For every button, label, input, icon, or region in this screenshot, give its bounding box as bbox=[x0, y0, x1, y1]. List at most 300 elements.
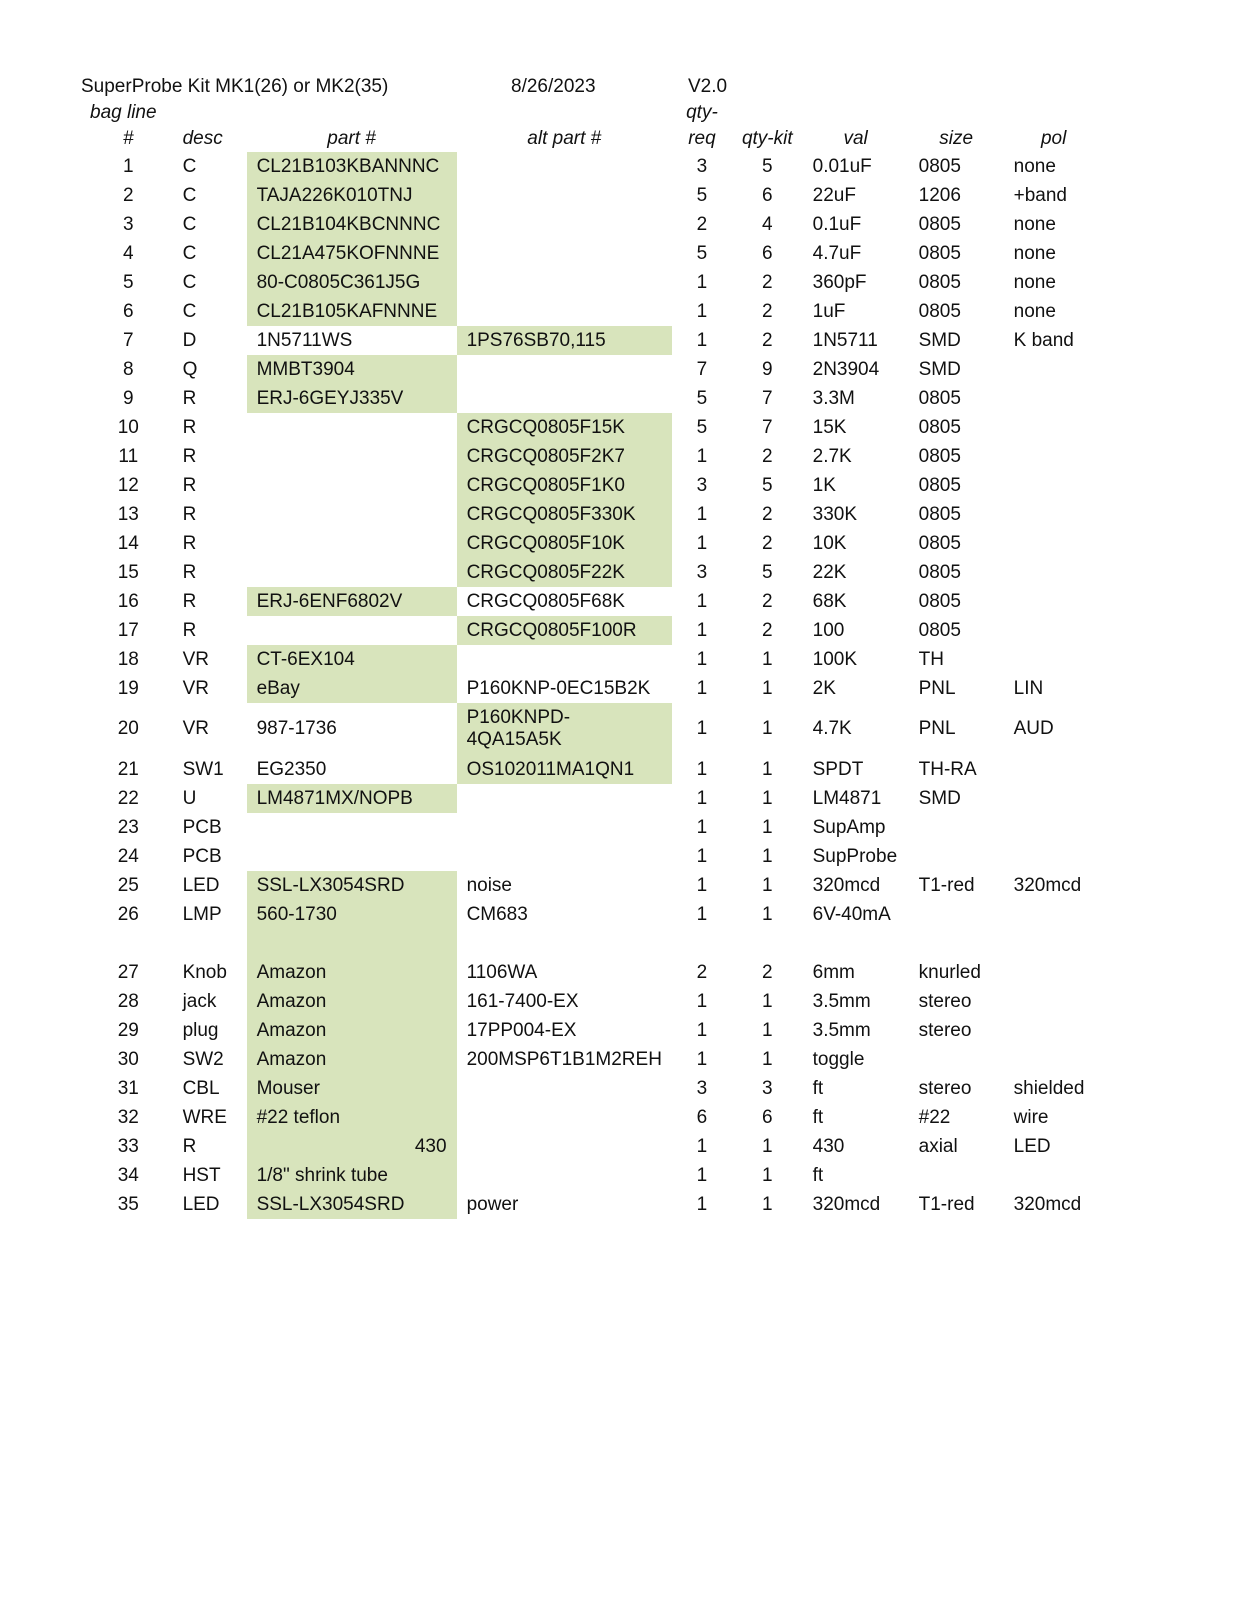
size-cell bbox=[909, 813, 1004, 842]
desc-cell: HST bbox=[182, 1164, 221, 1186]
polarity-cell bbox=[1004, 1045, 1104, 1074]
qty-req-cell: 2 bbox=[696, 213, 708, 235]
header-row-1 bbox=[90, 100, 1104, 126]
size-cell: 0805 bbox=[918, 590, 961, 612]
alt-part-number-cell: 161-7400-EX bbox=[466, 990, 579, 1012]
part-number-cell bbox=[247, 413, 457, 442]
desc-cell: SW1 bbox=[182, 758, 224, 780]
part-number-cell: Amazon bbox=[247, 1045, 457, 1074]
qty-kit-cell: 2 bbox=[761, 445, 773, 467]
qty-kit-cell: 1 bbox=[761, 677, 773, 699]
qty-kit-cell: 7 bbox=[761, 387, 773, 409]
qty-kit-cell: 2 bbox=[761, 532, 773, 554]
desc-cell: C bbox=[182, 155, 197, 177]
alt-part-number-cell bbox=[457, 1103, 672, 1132]
qty-req-cell: 5 bbox=[696, 387, 708, 409]
qty-kit-cell: 6 bbox=[761, 1106, 773, 1128]
line-number: 14 bbox=[117, 532, 139, 554]
size-cell: 0805 bbox=[918, 271, 961, 293]
part-number-cell bbox=[247, 616, 457, 645]
desc-cell: WRE bbox=[182, 1106, 227, 1128]
line-number: 2 bbox=[122, 184, 134, 206]
size-cell: 0805 bbox=[918, 474, 961, 496]
qty-kit-cell: 2 bbox=[761, 300, 773, 322]
alt-part-number-cell bbox=[457, 929, 672, 958]
alt-part-number-cell: CRGCQ0805F22K bbox=[457, 558, 672, 587]
line-number: 18 bbox=[117, 648, 139, 670]
qty-req-cell bbox=[672, 929, 732, 958]
table-row bbox=[90, 813, 1104, 842]
qty-req-cell: 1 bbox=[696, 619, 708, 641]
qty-req-cell: 1 bbox=[696, 990, 708, 1012]
size-cell bbox=[909, 842, 1004, 871]
qty-req-header: req bbox=[688, 128, 716, 149]
part-header: part # bbox=[327, 128, 376, 149]
alt-part-number-cell bbox=[457, 239, 672, 268]
qty-kit-cell: 1 bbox=[761, 874, 773, 896]
part-number-cell: Mouser bbox=[247, 1074, 457, 1103]
line-number: 7 bbox=[122, 329, 134, 351]
value-cell: 2.7K bbox=[812, 445, 852, 467]
table-row bbox=[90, 384, 1104, 413]
alt-part-number-cell: CRGCQ0805F10K bbox=[457, 529, 672, 558]
part-number-cell: CT-6EX104 bbox=[247, 645, 457, 674]
alt-part-number-cell: CRGCQ0805F15K bbox=[457, 413, 672, 442]
size-cell: 0805 bbox=[918, 387, 961, 409]
qty-req-cell: 1 bbox=[696, 271, 708, 293]
table-row bbox=[90, 268, 1104, 297]
polarity-cell bbox=[1004, 842, 1104, 871]
part-number-cell bbox=[247, 558, 457, 587]
polarity-cell bbox=[1004, 900, 1104, 929]
table-row bbox=[90, 755, 1104, 784]
part-number-cell: 987-1736 bbox=[256, 718, 337, 739]
part-number-cell: CL21B104KBCNNNC bbox=[247, 210, 457, 239]
bag-line-header: bag line bbox=[90, 102, 157, 123]
qty-kit-cell: 1 bbox=[761, 1164, 773, 1186]
line-number: 13 bbox=[117, 503, 139, 525]
qty-kit-cell: 2 bbox=[761, 329, 773, 351]
size-cell: PNL bbox=[918, 677, 956, 699]
desc-cell: PCB bbox=[182, 845, 222, 867]
line-number: 5 bbox=[122, 271, 134, 293]
qty-req-cell: 1 bbox=[696, 300, 708, 322]
table-row bbox=[90, 1190, 1104, 1219]
val-header: val bbox=[843, 128, 868, 149]
polarity-cell: AUD bbox=[1013, 718, 1054, 739]
table-row bbox=[90, 674, 1104, 703]
value-cell: 320mcd bbox=[812, 874, 881, 896]
qty-kit-cell: 1 bbox=[761, 903, 773, 925]
polarity-cell: LIN bbox=[1013, 677, 1044, 699]
size-cell: T1-red bbox=[918, 874, 975, 896]
size-cell bbox=[909, 900, 1004, 929]
qty-req-cell: 1 bbox=[696, 787, 708, 809]
qty-req-cell: 1 bbox=[696, 648, 708, 670]
part-number-cell bbox=[247, 929, 457, 958]
size-cell: 0805 bbox=[918, 532, 961, 554]
size-cell: #22 bbox=[918, 1106, 951, 1128]
qty-kit-header: qty-kit bbox=[741, 128, 793, 149]
line-number bbox=[90, 929, 167, 958]
part-number-cell: Amazon bbox=[247, 958, 457, 987]
polarity-cell bbox=[1004, 1016, 1104, 1045]
polarity-cell bbox=[1004, 442, 1104, 471]
qty-kit-cell: 1 bbox=[761, 758, 773, 780]
qty-kit-cell: 1 bbox=[761, 1135, 773, 1157]
part-number-cell: CL21B105KAFNNNE bbox=[247, 297, 457, 326]
desc-cell: PCB bbox=[182, 816, 222, 838]
value-cell: SupAmp bbox=[812, 816, 886, 838]
version-label: V2.0 bbox=[688, 76, 728, 97]
table-row bbox=[90, 900, 1104, 929]
qty-req-cell: 3 bbox=[696, 1077, 708, 1099]
line-number: 28 bbox=[117, 990, 139, 1012]
value-cell: ft bbox=[812, 1077, 824, 1099]
table-row bbox=[90, 645, 1104, 674]
part-number-cell: SSL-LX3054SRD bbox=[247, 871, 457, 900]
size-cell: knurled bbox=[918, 961, 981, 983]
line-number: 22 bbox=[117, 787, 139, 809]
table-row bbox=[90, 210, 1104, 239]
qty-kit-cell: 1 bbox=[761, 845, 773, 867]
alt-part-number-cell bbox=[457, 268, 672, 297]
line-number: 35 bbox=[117, 1193, 139, 1215]
desc-cell: C bbox=[182, 300, 197, 322]
table-row bbox=[90, 1161, 1104, 1190]
size-cell: PNL bbox=[918, 718, 956, 739]
line-number: 15 bbox=[117, 561, 139, 583]
qty-req-cell: 1 bbox=[696, 816, 708, 838]
qty-req-cell: 1 bbox=[696, 1193, 708, 1215]
polarity-cell bbox=[1004, 500, 1104, 529]
desc-cell: Q bbox=[182, 358, 198, 380]
value-cell: 320mcd bbox=[812, 1193, 881, 1215]
table-row bbox=[90, 442, 1104, 471]
value-cell: 1uF bbox=[812, 300, 846, 322]
qty-req-header-top: qty- bbox=[686, 102, 718, 123]
part-number-cell: LM4871MX/NOPB bbox=[247, 784, 457, 813]
alt-part-number-cell bbox=[457, 1074, 672, 1103]
alt-part-number-cell bbox=[457, 645, 672, 674]
alt-part-number-cell bbox=[457, 355, 672, 384]
alt-part-number-cell bbox=[457, 152, 672, 181]
qty-req-cell: 7 bbox=[696, 358, 708, 380]
desc-cell: SW2 bbox=[182, 1048, 224, 1070]
polarity-cell bbox=[1004, 355, 1104, 384]
desc-cell: VR bbox=[182, 648, 209, 670]
line-number: 12 bbox=[117, 474, 139, 496]
part-number-cell: SSL-LX3054SRD bbox=[247, 1190, 457, 1219]
table-row bbox=[90, 297, 1104, 326]
value-cell: 15K bbox=[812, 416, 847, 438]
header-row-2 bbox=[90, 126, 1104, 152]
desc-cell: U bbox=[182, 787, 197, 809]
table-row bbox=[90, 181, 1104, 210]
qty-kit-cell: 2 bbox=[761, 590, 773, 612]
alt-part-number-cell bbox=[457, 1161, 672, 1190]
qty-kit-cell: 1 bbox=[761, 1019, 773, 1041]
value-cell: SupProbe bbox=[812, 845, 898, 867]
size-cell: TH bbox=[918, 648, 944, 670]
qty-req-cell: 1 bbox=[696, 1135, 708, 1157]
value-cell: toggle bbox=[812, 1048, 865, 1070]
part-number-cell: CL21B103KBANNNC bbox=[247, 152, 457, 181]
value-cell: 1N5711 bbox=[812, 329, 878, 351]
desc-cell: VR bbox=[182, 677, 209, 699]
value-cell: 360pF bbox=[812, 271, 867, 293]
qty-kit-cell: 5 bbox=[761, 561, 773, 583]
desc-cell: C bbox=[182, 271, 197, 293]
polarity-cell: LED bbox=[1013, 1135, 1051, 1157]
qty-req-cell: 1 bbox=[696, 758, 708, 780]
table-row bbox=[90, 929, 1104, 958]
value-cell: 6mm bbox=[812, 961, 855, 983]
polarity-cell bbox=[1004, 784, 1104, 813]
qty-req-cell: 1 bbox=[696, 874, 708, 896]
line-number: 21 bbox=[117, 758, 139, 780]
qty-req-cell: 1 bbox=[696, 445, 708, 467]
qty-req-cell: 3 bbox=[696, 474, 708, 496]
line-number: 19 bbox=[117, 677, 139, 699]
size-cell: stereo bbox=[918, 990, 972, 1012]
desc-cell: CBL bbox=[182, 1077, 220, 1099]
qty-req-cell: 1 bbox=[696, 503, 708, 525]
qty-kit-cell: 1 bbox=[761, 648, 773, 670]
document-date: 8/26/2023 bbox=[511, 76, 596, 97]
value-cell: 0.1uF bbox=[812, 213, 862, 235]
alt-part-number-cell: noise bbox=[466, 874, 512, 896]
alt-part-number-cell: CRGCQ0805F1K0 bbox=[457, 471, 672, 500]
desc-cell: R bbox=[182, 387, 197, 409]
line-number: 16 bbox=[117, 590, 139, 612]
alt-part-number-cell bbox=[457, 813, 672, 842]
polarity-cell bbox=[1004, 987, 1104, 1016]
alt-part-number-cell: 1106WA bbox=[466, 961, 538, 983]
part-number-cell bbox=[247, 500, 457, 529]
value-cell: 430 bbox=[812, 1135, 845, 1157]
line-number: 9 bbox=[122, 387, 134, 409]
qty-kit-cell: 1 bbox=[761, 1048, 773, 1070]
alt-part-number-cell bbox=[457, 297, 672, 326]
desc-cell: C bbox=[182, 242, 197, 264]
size-cell bbox=[909, 1161, 1004, 1190]
qty-req-cell: 1 bbox=[696, 532, 708, 554]
qty-kit-cell: 2 bbox=[761, 961, 773, 983]
polarity-cell: none bbox=[1013, 300, 1056, 322]
polarity-cell: none bbox=[1013, 242, 1056, 264]
qty-kit-cell: 1 bbox=[761, 1193, 773, 1215]
qty-kit-cell: 7 bbox=[761, 416, 773, 438]
desc-cell: jack bbox=[182, 990, 217, 1012]
part-number-cell: ERJ-6ENF6802V bbox=[247, 587, 457, 616]
table-row bbox=[90, 703, 1104, 755]
qty-kit-cell: 4 bbox=[761, 213, 773, 235]
polarity-cell bbox=[1004, 413, 1104, 442]
alt-part-header: alt part # bbox=[527, 128, 602, 149]
qty-req-cell: 1 bbox=[696, 718, 708, 739]
line-number: 32 bbox=[117, 1106, 139, 1128]
polarity-cell bbox=[1004, 616, 1104, 645]
qty-kit-cell: 1 bbox=[761, 718, 773, 739]
table-row bbox=[90, 355, 1104, 384]
alt-part-number-cell bbox=[457, 384, 672, 413]
size-cell: stereo bbox=[918, 1019, 972, 1041]
desc-cell: LMP bbox=[182, 903, 222, 925]
value-cell: 2N3904 bbox=[812, 358, 880, 380]
size-cell: SMD bbox=[918, 358, 961, 380]
part-number-cell: #22 teflon bbox=[247, 1103, 457, 1132]
line-number: 3 bbox=[122, 213, 134, 235]
line-number: 4 bbox=[122, 242, 134, 264]
polarity-cell: wire bbox=[1013, 1106, 1049, 1128]
value-cell: 3.3M bbox=[812, 387, 855, 409]
value-cell: 330K bbox=[812, 503, 857, 525]
qty-kit-cell: 1 bbox=[761, 787, 773, 809]
size-cell: SMD bbox=[918, 787, 961, 809]
size-cell: 1206 bbox=[918, 184, 961, 206]
part-number-cell: 1/8" shrink tube bbox=[247, 1161, 457, 1190]
polarity-cell bbox=[1004, 755, 1104, 784]
desc-cell: plug bbox=[182, 1019, 219, 1041]
value-cell: 3.5mm bbox=[812, 1019, 871, 1041]
table-row bbox=[90, 152, 1104, 181]
polarity-cell bbox=[1004, 471, 1104, 500]
line-number: 34 bbox=[117, 1164, 139, 1186]
line-number: 33 bbox=[117, 1135, 139, 1157]
size-cell: 0805 bbox=[918, 242, 961, 264]
part-number-cell: 560-1730 bbox=[247, 900, 457, 929]
part-number-cell bbox=[247, 442, 457, 471]
alt-part-number-cell bbox=[457, 1132, 672, 1161]
desc-cell: D bbox=[182, 329, 197, 351]
table-row bbox=[90, 1045, 1104, 1074]
alt-part-number-cell bbox=[457, 210, 672, 239]
qty-req-cell: 5 bbox=[696, 416, 708, 438]
part-number-cell: MMBT3904 bbox=[247, 355, 457, 384]
qty-req-cell: 5 bbox=[696, 184, 708, 206]
value-cell: 4.7uF bbox=[812, 242, 862, 264]
qty-kit-cell: 3 bbox=[761, 1077, 773, 1099]
qty-kit-cell: 1 bbox=[761, 816, 773, 838]
desc-cell: LED bbox=[182, 874, 220, 896]
desc-cell: R bbox=[182, 619, 197, 641]
value-cell bbox=[803, 929, 909, 958]
polarity-cell bbox=[1004, 958, 1104, 987]
pol-header: pol bbox=[1040, 128, 1067, 149]
qty-kit-cell: 5 bbox=[761, 155, 773, 177]
table-row bbox=[90, 784, 1104, 813]
size-cell bbox=[909, 1045, 1004, 1074]
desc-cell: C bbox=[182, 184, 197, 206]
value-cell: 2K bbox=[812, 677, 836, 699]
number-header: # bbox=[122, 128, 134, 149]
qty-kit-cell: 9 bbox=[761, 358, 773, 380]
line-number: 11 bbox=[118, 445, 139, 467]
value-cell: 1K bbox=[812, 474, 836, 496]
alt-part-number-cell bbox=[457, 842, 672, 871]
size-cell: 0805 bbox=[918, 619, 961, 641]
alt-part-number-cell: P160KNPD- 4QA15A5K bbox=[457, 703, 672, 755]
polarity-cell bbox=[1004, 929, 1104, 958]
part-number-cell: TAJA226K010TNJ bbox=[247, 181, 457, 210]
qty-kit-cell: 1 bbox=[761, 990, 773, 1012]
desc-header: desc bbox=[182, 128, 223, 149]
line-number: 27 bbox=[117, 961, 139, 983]
table-row bbox=[90, 987, 1104, 1016]
size-cell: T1-red bbox=[918, 1193, 975, 1215]
line-number: 8 bbox=[122, 358, 134, 380]
table-row bbox=[90, 529, 1104, 558]
table-row bbox=[90, 1016, 1104, 1045]
polarity-cell bbox=[1004, 813, 1104, 842]
size-cell: 0805 bbox=[918, 503, 961, 525]
part-number-cell bbox=[247, 471, 457, 500]
qty-req-cell: 3 bbox=[696, 155, 708, 177]
qty-kit-cell: 2 bbox=[761, 271, 773, 293]
value-cell: 6V-40mA bbox=[812, 903, 891, 925]
qty-req-cell: 5 bbox=[696, 242, 708, 264]
part-number-cell: ERJ-6GEYJ335V bbox=[247, 384, 457, 413]
line-number: 31 bbox=[117, 1077, 139, 1099]
qty-req-cell: 1 bbox=[696, 845, 708, 867]
qty-req-cell: 6 bbox=[696, 1106, 708, 1128]
table-row bbox=[90, 239, 1104, 268]
qty-req-cell: 1 bbox=[696, 590, 708, 612]
alt-part-number-cell: CRGCQ0805F68K bbox=[466, 590, 625, 612]
qty-req-cell: 1 bbox=[696, 677, 708, 699]
desc-cell: Knob bbox=[182, 961, 227, 983]
part-number-cell: eBay bbox=[247, 674, 457, 703]
alt-part-number-cell: CRGCQ0805F330K bbox=[457, 500, 672, 529]
qty-kit-cell bbox=[732, 929, 803, 958]
size-cell bbox=[909, 929, 1004, 958]
value-cell: ft bbox=[812, 1106, 824, 1128]
qty-req-cell: 3 bbox=[696, 561, 708, 583]
part-number-cell: 1N5711WS bbox=[256, 329, 353, 351]
desc-cell: R bbox=[182, 445, 197, 467]
size-header: size bbox=[939, 128, 974, 149]
value-cell: 100K bbox=[812, 648, 857, 670]
part-number-cell: Amazon bbox=[247, 987, 457, 1016]
part-number-cell: 430 bbox=[247, 1132, 457, 1161]
qty-req-cell: 1 bbox=[696, 1048, 708, 1070]
line-number: 25 bbox=[117, 874, 139, 896]
polarity-cell: shielded bbox=[1013, 1077, 1085, 1099]
desc-cell: R bbox=[182, 532, 197, 554]
qty-req-cell: 1 bbox=[696, 329, 708, 351]
qty-req-cell: 1 bbox=[696, 1164, 708, 1186]
table-row bbox=[90, 471, 1104, 500]
value-cell: 22K bbox=[812, 561, 847, 583]
table-row bbox=[90, 500, 1104, 529]
polarity-cell bbox=[1004, 529, 1104, 558]
alt-part-number-cell: CM683 bbox=[466, 903, 528, 925]
size-cell: 0805 bbox=[918, 416, 961, 438]
part-number-cell: EG2350 bbox=[256, 758, 327, 780]
polarity-cell: none bbox=[1013, 271, 1056, 293]
value-cell: 10K bbox=[812, 532, 847, 554]
qty-kit-cell: 6 bbox=[761, 242, 773, 264]
value-cell: 100 bbox=[812, 619, 845, 641]
table-row bbox=[90, 842, 1104, 871]
table-row bbox=[90, 958, 1104, 987]
part-number-cell: Amazon bbox=[247, 1016, 457, 1045]
alt-part-number-cell: 1PS76SB70,115 bbox=[457, 326, 672, 355]
line-number: 24 bbox=[117, 845, 139, 867]
value-cell: LM4871 bbox=[812, 787, 882, 809]
line-number: 6 bbox=[122, 300, 134, 322]
